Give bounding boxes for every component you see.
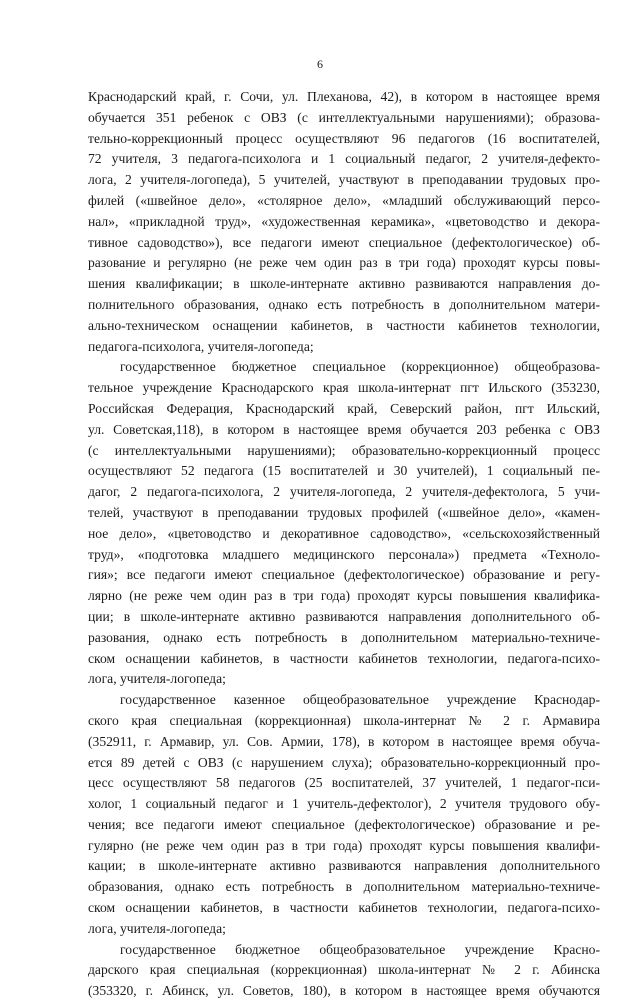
text-line: тивное садоводство»), все педагоги имеют специальное (дефектологическое) об-	[88, 234, 600, 250]
text-line: тельное учреждение Краснодарского края школа-интернат пгт Ильского (353230,	[88, 380, 600, 396]
text-line: осуществляют 52 педагога (15 воспитателей и 30 учителей), 1 социальный пе-	[88, 463, 600, 479]
text-line: гия»; все педагоги имеют специальное (дефектологическое) образование и регу-	[88, 567, 600, 583]
text-line: (с интеллектуальными нарушениями); образовательно-коррекционный процесс	[88, 442, 600, 458]
text-line: труд», «подготовка младшего медицинского персонала») предмета «Техноло-	[88, 546, 600, 562]
text-line: ное дело», «цветоводство и декоративное садоводство», «сельскохозяйственный	[88, 525, 600, 541]
text-line: лярно (не реже чем один раз в три года) проходят курсы повышения квалифика-	[88, 588, 600, 604]
text-line: телей, участвуют в преподавании трудовых профилей («швейное дело», «камен-	[88, 504, 600, 520]
text-line: кации; в школе-интернате активно развиваются направления дополнительного	[88, 858, 600, 874]
text-line: обучается 351 ребенок с ОВЗ (с интеллектуальными нарушениями); образова-	[88, 109, 600, 125]
text-line: 72 учителя, 3 педагога-психолога и 1 социальный педагог, 2 учителя-дефекто-	[88, 151, 600, 167]
text-line: нал», «прикладной труд», «художественная керамика», «цветоводство и декора-	[88, 213, 600, 229]
text-line: образования, однако есть потребность в дополнительном материально-техниче-	[88, 879, 600, 895]
document-body	[88, 87, 600, 1002]
page-number: 6	[317, 57, 323, 71]
text-line: ском оснащении кабинетов, в частности кабинетов технологии, педагога-психо-	[88, 900, 600, 916]
text-line: государственное бюджетное специальное (коррекционное) общеобразова-	[120, 359, 600, 375]
text-line: государственное казенное общеобразовательное учреждение Краснодар-	[120, 692, 600, 708]
text-line: государственное бюджетное общеобразовательное учреждение Красно-	[120, 941, 600, 957]
paragraph	[88, 940, 600, 1002]
text-line: филей («швейное дело», «столярное дело», «младший обслуживающий персо-	[88, 192, 600, 208]
text-line: ул. Советская,118), в котором в настоящее время обучается 203 ребенка с ОВЗ	[88, 421, 600, 437]
text-line: гулярно (не реже чем один раз в три года) проходят курсы повышения квалифи-	[88, 837, 600, 853]
text-line: разование и регулярно (не реже чем один раз в три года) проходят курсы повы-	[88, 255, 600, 271]
text-line: дагог, 2 педагога-психолога, 2 учителя-логопеда, 2 учителя-дефектолога, 5 учи-	[88, 484, 600, 500]
text-line: лога, учителя-логопеда;	[88, 671, 226, 687]
text-line: ском оснащении кабинетов, в частности кабинетов технологии, педагога-психо-	[88, 650, 600, 666]
text-line: дарского края специальная (коррекционная) школа-интернат № 2 г. Абинска	[88, 962, 600, 978]
text-line: тельно-коррекционный процесс осуществляют 96 педагогов (16 воспитателей,	[88, 130, 600, 146]
paragraph	[88, 690, 600, 940]
text-line: (353320, г. Абинск, ул. Советов, 180), в котором в настоящее время обучаются	[88, 983, 600, 999]
text-line: лога, 2 учителя-логопеда), 5 учителей, участвуют в преподавании трудовых про-	[88, 172, 600, 188]
paragraph	[88, 357, 600, 690]
text-line: чения; все педагоги имеют специальное (дефектологическое) образование и ре-	[88, 816, 600, 832]
text-line: (352911, г. Армавир, ул. Сов. Армии, 178), в котором в настоящее время обуча-	[88, 733, 600, 749]
text-line: ского края специальная (коррекционная) школа-интернат № 2 г. Армавира	[88, 712, 600, 728]
text-line: шения квалификации; в школе-интернате активно развиваются направления до-	[88, 276, 600, 292]
text-line: ции; в школе-интернате активно развиваются направления дополнительного об-	[88, 608, 600, 624]
text-line: ется 89 детей с ОВЗ (с нарушением слуха); образовательно-коррекционный про-	[88, 754, 600, 770]
text-line: Российская Федерация, Краснодарский край, Северский район, пгт Ильский,	[88, 400, 600, 416]
text-line: холог, 1 социальный педагог и 1 учитель-дефектолог), 2 учителя трудового обу-	[88, 796, 600, 812]
text-line: педагога-психолога, учителя-логопеда;	[88, 338, 314, 354]
text-line: цесс осуществляют 58 педагогов (25 воспитателей, 37 учителей, 1 педагог-пси-	[88, 775, 600, 791]
paragraph	[88, 87, 600, 357]
text-line: разования, однако есть потребность в дополнительном материально-техниче-	[88, 629, 600, 645]
text-line: полнительного образования, однако есть потребность в дополнительном матери-	[88, 296, 600, 312]
text-line: Краснодарский край, г. Сочи, ул. Плеханова, 42), в котором в настоящее время	[88, 89, 600, 104]
text-line: ально-техническом оснащении кабинетов, в частности кабинетов технологии,	[88, 317, 600, 333]
text-line: лога, учителя-логопеда;	[88, 920, 226, 936]
